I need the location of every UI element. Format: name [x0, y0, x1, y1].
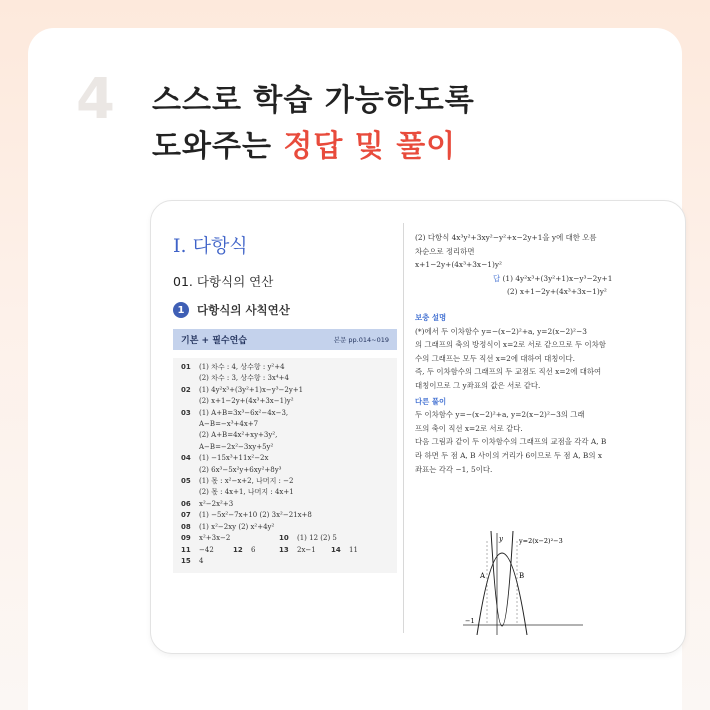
answer-cell [279, 545, 331, 556]
left-column [173, 231, 397, 573]
supplement-line: 즉, 두 이차함수의 그래프의 두 교점도 직선 x=2에 대하여 [415, 367, 602, 377]
answer-text: (1) 몫 : x²−x+2, 나머지 : −2 [199, 477, 294, 486]
parabola-graph [463, 531, 583, 635]
answer-text: A−B=−x³+4x+7 [199, 420, 259, 429]
x-mark-label: −1 [465, 617, 475, 625]
answer-text: (2) A+B=4x²+xy+3y², [199, 431, 278, 440]
answer-text: (1) 차수 : 4, 상수항 : y²+4 [199, 363, 285, 371]
point-b-label: B [519, 572, 525, 580]
answer-text: 11 [349, 545, 358, 554]
alternate-solution-line: 다음 그림과 같이 두 이차함수의 그래프의 교점을 각각 A, B [415, 437, 607, 447]
answer-cell [181, 533, 279, 544]
point-a-label: A [480, 572, 486, 580]
solution-line: 차순으로 정리하면 [415, 246, 475, 256]
answer-number: 08 [181, 522, 191, 531]
answer-number: 11 [181, 545, 191, 554]
answer-number: 01 [181, 363, 191, 371]
right-column [415, 231, 677, 476]
subsection-title [173, 302, 397, 318]
answer-row [181, 442, 389, 453]
answer-row [181, 476, 389, 487]
headline-accent: 정답 및 풀이 [283, 129, 457, 164]
answer-row [181, 510, 389, 521]
headline-line-1: 스스로 학습 가능하도록 [152, 83, 475, 118]
section-title: 01. 다항식의 연산 [173, 274, 274, 289]
answer-row [181, 408, 389, 419]
supplement-line: 대칭이므로 그 y좌표의 값은 서로 같다. [415, 380, 541, 390]
exercise-bar [173, 329, 397, 350]
chapter-title [173, 231, 397, 258]
answer-text: 6 [251, 545, 256, 554]
answer-number: 09 [181, 534, 191, 543]
answer-row [181, 362, 389, 373]
supplement-line: (*)에서 두 이차함수 y=−(x−2)²+a, y=2(x−2)²−3 [415, 326, 587, 336]
answer-line-2: (2) x+1−2y+(4x³+3x−1)y² [507, 287, 607, 297]
answer-number: 13 [279, 545, 289, 554]
answer-text: 2x−1 [297, 545, 316, 554]
answer-row [181, 522, 389, 533]
step-number: 4 [76, 67, 115, 132]
answer-row [181, 556, 389, 567]
answer-number [181, 396, 199, 407]
answer-cell [331, 545, 358, 556]
exercise-bar-pages: 본문 pp.014~019 [333, 336, 389, 344]
answer-text: x²−2x²+3 [199, 499, 234, 508]
answer-number [181, 442, 199, 453]
answer-text: (1) −5x²−7x+10 (2) 3x²−21x+8 [199, 511, 312, 520]
answer-number: 14 [331, 545, 341, 554]
answer-number [181, 419, 199, 430]
headline-plain: 도와주는 [152, 129, 284, 164]
supplement-line: 의 그래프의 축의 방정식이 x=2로 서로 같으므로 두 이차함 [415, 340, 606, 350]
exercise-bar-title: 기본 + 필수연습 [181, 336, 247, 346]
subsection-label: 다항식의 사칙연산 [197, 303, 290, 317]
alternate-solution-line: 프의 축이 직선 x=2로 서로 같다. [415, 423, 523, 433]
answer-number: 15 [181, 556, 191, 565]
solution-line: x+1−2y+(4x³+3x−1)y² [415, 260, 503, 270]
answer-row [181, 385, 389, 396]
answer-number [181, 430, 199, 441]
answer-row [181, 396, 389, 407]
answer-number: 07 [181, 511, 191, 520]
answer-row [181, 499, 389, 510]
answer-row [181, 487, 389, 498]
answer-number: 12 [233, 545, 243, 554]
answer-row [181, 465, 389, 476]
answer-list [173, 358, 397, 573]
y-axis-label: y [499, 535, 503, 543]
answer-cell [181, 545, 233, 556]
alternate-solution-line: 좌표는 각각 −1, 5이다. [415, 464, 493, 474]
answer-text: (1) 4y²x³+(3y²+1)x−y³−2y+1 [199, 385, 304, 394]
answer-text: (1) A+B=3x³−6x²−4x−3, [199, 408, 289, 417]
answer-number: 04 [181, 454, 191, 463]
answer-cell [233, 545, 279, 556]
answer-number [181, 487, 199, 498]
supplement-heading: 보충 설명 [415, 312, 447, 322]
answer-row [181, 545, 389, 556]
parabola-upward [491, 531, 513, 626]
curve-label: y=2(x−2)²−3 [519, 537, 563, 545]
answer-line-1 [415, 272, 677, 286]
answer-number [181, 373, 199, 384]
answer-text: (2) 6x³−5x²y+6xy²+8y³ [199, 465, 282, 474]
answer-text: 4 [199, 556, 204, 565]
alternate-solution-line: 라 하면 두 점 A, B 사이의 거리가 6이므로 두 점 A, B의 x [415, 450, 603, 460]
answer-text: −42 [199, 545, 214, 554]
answer-text: (1) x²−2xy (2) x²+4y² [199, 522, 275, 531]
answer-row [181, 373, 389, 384]
answer-row [181, 453, 389, 464]
supplement-line: 수의 그래프는 모두 직선 x=2에 대하여 대칭이다. [415, 353, 576, 363]
answer-label: 답 [493, 273, 501, 283]
answer-text: (1) 12 (2) 5 [297, 534, 337, 543]
headline [152, 78, 475, 170]
answer-cell [279, 533, 337, 544]
chapter-roman: I. [173, 235, 187, 257]
chapter-name: 다항식 [192, 235, 248, 257]
answer-text: (2) 차수 : 3, 상수항 : 3x⁴+4 [199, 374, 289, 383]
answer-row [181, 430, 389, 441]
answer-text: (1) −15x³+11x²−2x [199, 454, 269, 463]
book-page-preview [150, 200, 686, 654]
answer-number: 05 [181, 477, 191, 486]
answer-1: (1) 4y²x³+(3y²+1)x−y³−2y+1 [502, 273, 613, 283]
answer-text: (2) x+1−2y+(4x³+3x−1)y² [199, 397, 294, 406]
parabola-downward [477, 553, 527, 635]
answer-text: x²+3x−2 [199, 534, 231, 543]
subsection-number-badge: 1 [173, 302, 189, 318]
answer-row [181, 419, 389, 430]
column-divider [403, 223, 404, 633]
answer-number [181, 465, 199, 476]
answer-row [181, 533, 389, 544]
answer-number: 06 [181, 499, 191, 508]
answer-text: (2) 몫 : 4x+1, 나머지 : 4x+1 [199, 488, 294, 497]
answer-number: 03 [181, 408, 191, 417]
answer-text: A−B=−2x²−3xy+5y² [199, 442, 274, 451]
answer-number: 02 [181, 385, 191, 394]
alternate-solution-line: 두 이차함수 y=−(x−2)²+a, y=2(x−2)²−3의 그래 [415, 410, 585, 420]
answer-number: 10 [279, 534, 289, 543]
answer-cell [181, 556, 203, 567]
alternate-solution-heading: 다른 풀이 [415, 396, 447, 406]
solution-line: (2) 다항식 4x³y²+3xy²−y²+x−2y+1을 y에 대한 오름 [415, 233, 597, 242]
headline-line-2 [152, 124, 475, 170]
